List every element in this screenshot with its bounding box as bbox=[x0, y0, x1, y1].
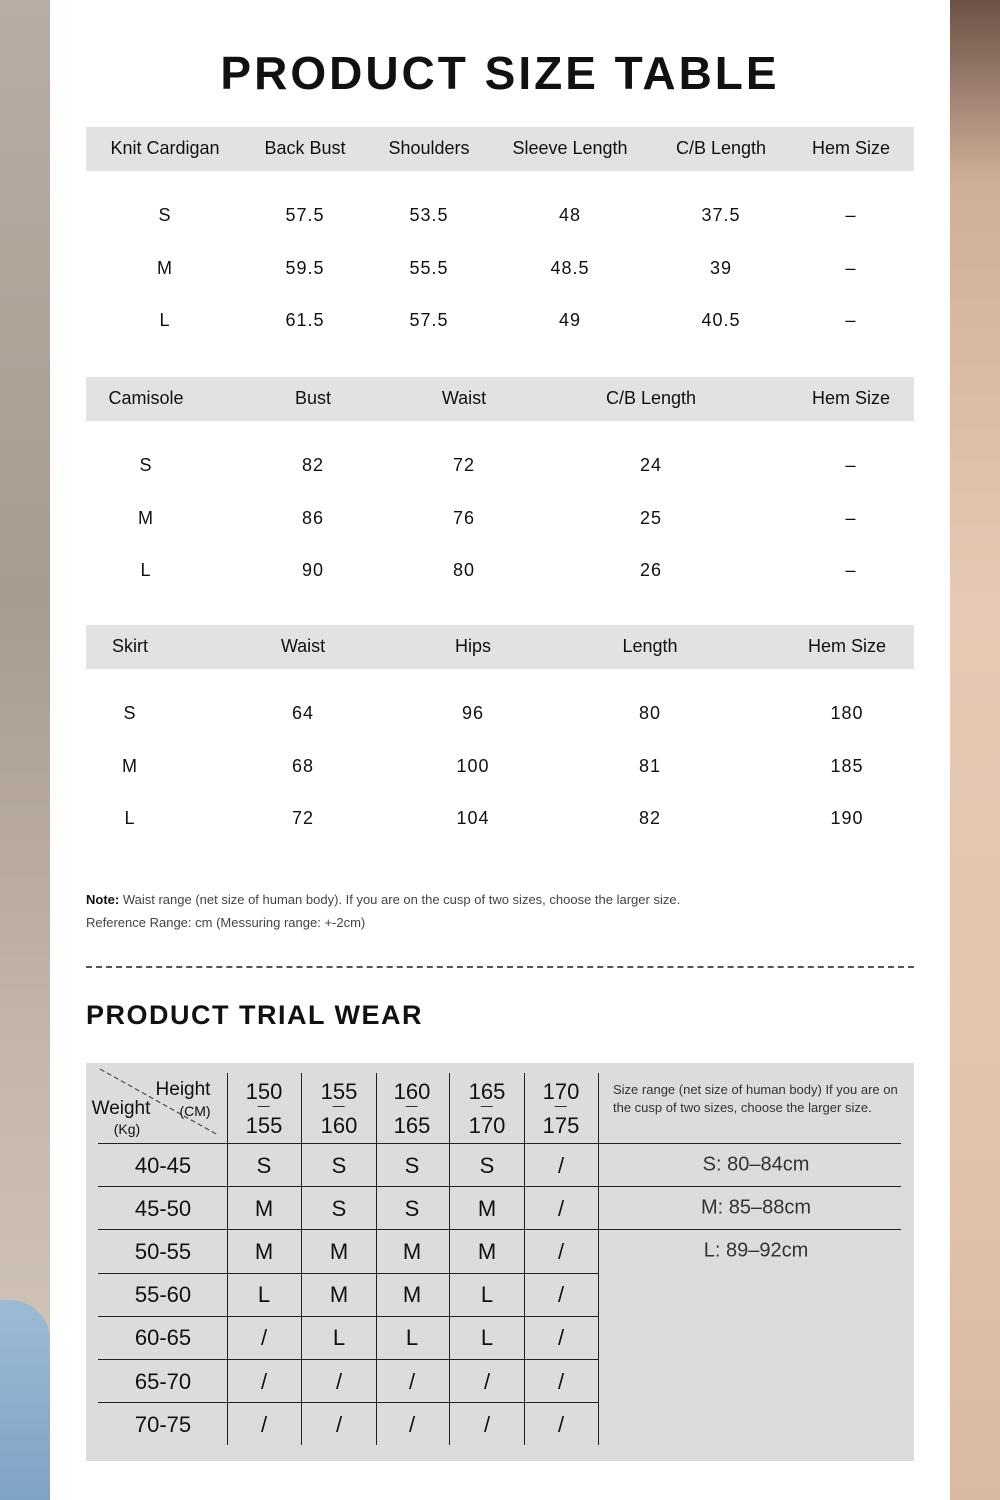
skirt-cell: 190 bbox=[830, 808, 864, 828]
height-range-from: 150 bbox=[245, 1079, 283, 1104]
camisole-header-cell: C/B Length bbox=[605, 388, 697, 408]
recommended-size-cell: / bbox=[408, 1411, 416, 1437]
page-title: PRODUCT SIZE TABLE bbox=[220, 47, 780, 99]
cardigan-header-cell: Knit Cardigan bbox=[110, 138, 220, 158]
camisole-cell: 72 bbox=[452, 455, 476, 475]
camisole-cell: S bbox=[139, 455, 153, 475]
skirt-cell: 81 bbox=[638, 756, 662, 776]
recommended-size-cell: / bbox=[557, 1411, 565, 1437]
recommended-size-cell: / bbox=[557, 1195, 565, 1221]
recommended-size-cell: / bbox=[557, 1239, 565, 1264]
recommended-size-cell: L bbox=[405, 1325, 419, 1351]
corner-weight-label: Weight bbox=[91, 1098, 151, 1119]
height-range-from: 155 bbox=[320, 1079, 358, 1104]
camisole-cell: L bbox=[140, 560, 152, 580]
recommended-size-cell: M bbox=[402, 1239, 422, 1264]
cardigan-cell: – bbox=[845, 258, 857, 278]
weight-range-label: 60-65 bbox=[134, 1325, 192, 1351]
recommended-size-cell: S bbox=[256, 1152, 272, 1178]
height-range-to: 160 bbox=[320, 1113, 358, 1138]
height-range-separator bbox=[333, 1106, 345, 1107]
cardigan-cell: 57.5 bbox=[409, 310, 449, 330]
skirt-cell: 64 bbox=[291, 703, 315, 723]
camisole-header-cell: Camisole bbox=[108, 388, 184, 408]
height-range-header bbox=[321, 1075, 358, 1143]
cardigan-cell: 48.5 bbox=[550, 258, 590, 278]
grid-vertical-line bbox=[301, 1073, 302, 1445]
skirt-header-cell: Hips bbox=[454, 636, 492, 656]
recommended-size-cell: L bbox=[480, 1325, 494, 1351]
trial-wear-table bbox=[86, 1063, 914, 1461]
trial-title: PRODUCT TRIAL WEAR bbox=[86, 1000, 423, 1030]
recommended-size-cell: / bbox=[335, 1368, 343, 1394]
cardigan-cell: 59.5 bbox=[285, 258, 325, 278]
camisole-header-cell: Bust bbox=[294, 388, 332, 408]
grid-horizontal-line bbox=[98, 1143, 901, 1144]
dashed-divider bbox=[86, 966, 914, 968]
camisole-table bbox=[86, 377, 914, 607]
grid-horizontal-line bbox=[98, 1186, 901, 1187]
cardigan-header-row bbox=[86, 127, 914, 171]
skirt-cell: 80 bbox=[638, 703, 662, 723]
skirt-table bbox=[86, 625, 914, 855]
background-sleeve bbox=[0, 1300, 50, 1500]
camisole-cell: M bbox=[138, 508, 154, 528]
cardigan-cell: – bbox=[845, 205, 857, 225]
camisole-cell: – bbox=[845, 508, 857, 528]
note-label: Note: bbox=[86, 892, 120, 907]
cardigan-header-cell: C/B Length bbox=[675, 138, 767, 158]
skirt-cell: 72 bbox=[291, 808, 315, 828]
recommended-size-cell: S bbox=[479, 1152, 495, 1178]
recommended-size-cell: M bbox=[254, 1195, 274, 1221]
skirt-cell: 185 bbox=[830, 756, 864, 776]
height-range-header bbox=[469, 1075, 506, 1143]
height-range-from: 160 bbox=[393, 1079, 431, 1104]
recommended-size-cell: / bbox=[483, 1411, 491, 1437]
height-range-separator bbox=[406, 1106, 418, 1107]
grid-horizontal-line bbox=[98, 1273, 598, 1274]
skirt-header-cell: Skirt bbox=[112, 636, 148, 656]
recommended-size-cell: / bbox=[408, 1368, 416, 1394]
size-range-value: L: 89–92cm bbox=[703, 1239, 809, 1262]
skirt-cell: 68 bbox=[291, 756, 315, 776]
recommended-size-cell: / bbox=[557, 1325, 565, 1351]
cardigan-cell: 49 bbox=[558, 310, 582, 330]
cardigan-cell: L bbox=[159, 310, 171, 330]
cardigan-cell: 55.5 bbox=[409, 258, 449, 278]
cardigan-cell: 53.5 bbox=[409, 205, 449, 225]
recommended-size-cell: / bbox=[557, 1368, 565, 1394]
skirt-cell: M bbox=[122, 756, 138, 776]
height-range-to: 170 bbox=[468, 1113, 506, 1138]
grid-vertical-line bbox=[376, 1073, 377, 1445]
height-range-separator bbox=[481, 1106, 493, 1107]
camisole-cell: 26 bbox=[639, 560, 663, 580]
recommended-size-cell: M bbox=[402, 1282, 422, 1308]
recommended-size-cell: L bbox=[257, 1282, 271, 1308]
recommended-size-cell: L bbox=[332, 1325, 346, 1351]
weight-range-label: 40-45 bbox=[134, 1152, 192, 1178]
camisole-cell: 80 bbox=[452, 560, 476, 580]
camisole-header-cell: Hem Size bbox=[811, 388, 891, 408]
skirt-header-cell: Waist bbox=[280, 636, 326, 656]
cardigan-cell: – bbox=[845, 310, 857, 330]
recommended-size-cell: M bbox=[254, 1239, 274, 1264]
recommended-size-cell: S bbox=[404, 1152, 420, 1178]
skirt-header-cell: Hem Size bbox=[807, 636, 887, 656]
reference-range: Reference Range: cm (Messuring range: +-2cm) bbox=[86, 915, 366, 930]
camisole-cell: 90 bbox=[301, 560, 325, 580]
background-right bbox=[950, 0, 1000, 1500]
weight-range-label: 55-60 bbox=[134, 1282, 192, 1308]
grid-horizontal-line bbox=[98, 1316, 598, 1317]
grid-vertical-line bbox=[598, 1073, 599, 1445]
grid-horizontal-line bbox=[98, 1359, 598, 1360]
cardigan-cell: 37.5 bbox=[701, 205, 741, 225]
recommended-size-cell: M bbox=[477, 1239, 497, 1264]
size-range-value: M: 85–88cm bbox=[700, 1196, 812, 1219]
weight-range-label: 70-75 bbox=[134, 1411, 192, 1437]
cardigan-header-cell: Shoulders bbox=[388, 138, 470, 158]
camisole-cell: 82 bbox=[301, 455, 325, 475]
height-range-separator bbox=[555, 1106, 567, 1107]
recommended-size-cell: S bbox=[331, 1152, 347, 1178]
size-chart-page bbox=[50, 0, 950, 1500]
cardigan-header-cell: Hem Size bbox=[811, 138, 891, 158]
height-range-to: 175 bbox=[542, 1113, 580, 1138]
skirt-header-cell: Length bbox=[622, 636, 678, 656]
recommended-size-cell: M bbox=[329, 1282, 349, 1308]
recommended-size-cell: / bbox=[260, 1411, 268, 1437]
skirt-cell: 82 bbox=[638, 808, 662, 828]
camisole-cell: – bbox=[845, 560, 857, 580]
camisole-cell: 24 bbox=[639, 455, 663, 475]
size-range-note: Size range (net size of human body) If you are on the cusp of two sizes, choose the larger size. bbox=[613, 1082, 898, 1115]
weight-range-label: 50-55 bbox=[134, 1239, 192, 1264]
cardigan-cell: 39 bbox=[709, 258, 733, 278]
grid-vertical-line bbox=[227, 1073, 228, 1445]
skirt-cell: S bbox=[123, 703, 137, 723]
recommended-size-cell: / bbox=[557, 1282, 565, 1308]
grid-horizontal-line bbox=[98, 1229, 901, 1230]
recommended-size-cell: M bbox=[477, 1195, 497, 1221]
skirt-cell: 100 bbox=[456, 756, 490, 776]
recommended-size-cell: / bbox=[335, 1411, 343, 1437]
skirt-cell: 104 bbox=[456, 808, 490, 828]
recommended-size-cell: / bbox=[483, 1368, 491, 1394]
grid-vertical-line bbox=[524, 1073, 525, 1445]
cardigan-cell: 61.5 bbox=[285, 310, 325, 330]
height-range-header bbox=[246, 1075, 283, 1143]
corner-height-label: Height bbox=[155, 1079, 211, 1100]
size-range-value: S: 80–84cm bbox=[702, 1153, 810, 1176]
camisole-cell: – bbox=[845, 455, 857, 475]
recommended-size-cell: M bbox=[329, 1239, 349, 1264]
recommended-size-cell: S bbox=[404, 1195, 420, 1221]
camisole-header-row bbox=[86, 377, 914, 421]
camisole-cell: 76 bbox=[452, 508, 476, 528]
height-range-from: 165 bbox=[468, 1079, 506, 1104]
skirt-cell: L bbox=[124, 808, 136, 828]
camisole-cell: 25 bbox=[639, 508, 663, 528]
recommended-size-cell: / bbox=[557, 1152, 565, 1178]
height-range-separator bbox=[258, 1106, 270, 1107]
height-range-to: 165 bbox=[393, 1113, 431, 1138]
cardigan-table bbox=[86, 127, 914, 357]
grid-horizontal-line bbox=[98, 1402, 598, 1403]
camisole-cell: 86 bbox=[301, 508, 325, 528]
weight-range-label: 65-70 bbox=[134, 1368, 192, 1394]
cardigan-cell: 40.5 bbox=[701, 310, 741, 330]
recommended-size-cell: S bbox=[331, 1195, 347, 1221]
skirt-cell: 180 bbox=[830, 703, 864, 723]
recommended-size-cell: / bbox=[260, 1325, 268, 1351]
cardigan-cell: S bbox=[158, 205, 172, 225]
cardigan-header-cell: Sleeve Length bbox=[512, 138, 628, 158]
height-range-from: 170 bbox=[542, 1079, 580, 1104]
cardigan-cell: 57.5 bbox=[285, 205, 325, 225]
recommended-size-cell: L bbox=[480, 1282, 494, 1308]
note-line bbox=[86, 892, 680, 907]
corner-height-unit: (CM) bbox=[179, 1103, 211, 1119]
recommended-size-cell: / bbox=[260, 1368, 268, 1394]
camisole-header-cell: Waist bbox=[441, 388, 487, 408]
weight-range-label: 45-50 bbox=[134, 1195, 192, 1221]
cardigan-header-cell: Back Bust bbox=[264, 138, 346, 158]
note-text: Waist range (net size of human body). If you are on the cusp of two sizes, choose the larger size. bbox=[119, 892, 681, 907]
cardigan-cell: M bbox=[157, 258, 173, 278]
skirt-cell: 96 bbox=[461, 703, 485, 723]
skirt-header-row bbox=[86, 625, 914, 669]
height-range-to: 155 bbox=[245, 1113, 283, 1138]
corner-weight-unit: (Kg) bbox=[113, 1121, 141, 1137]
grid-vertical-line bbox=[449, 1073, 450, 1445]
cardigan-cell: 48 bbox=[558, 205, 582, 225]
height-range-header bbox=[543, 1075, 580, 1143]
background-left bbox=[0, 0, 50, 1500]
height-range-header bbox=[394, 1075, 431, 1143]
